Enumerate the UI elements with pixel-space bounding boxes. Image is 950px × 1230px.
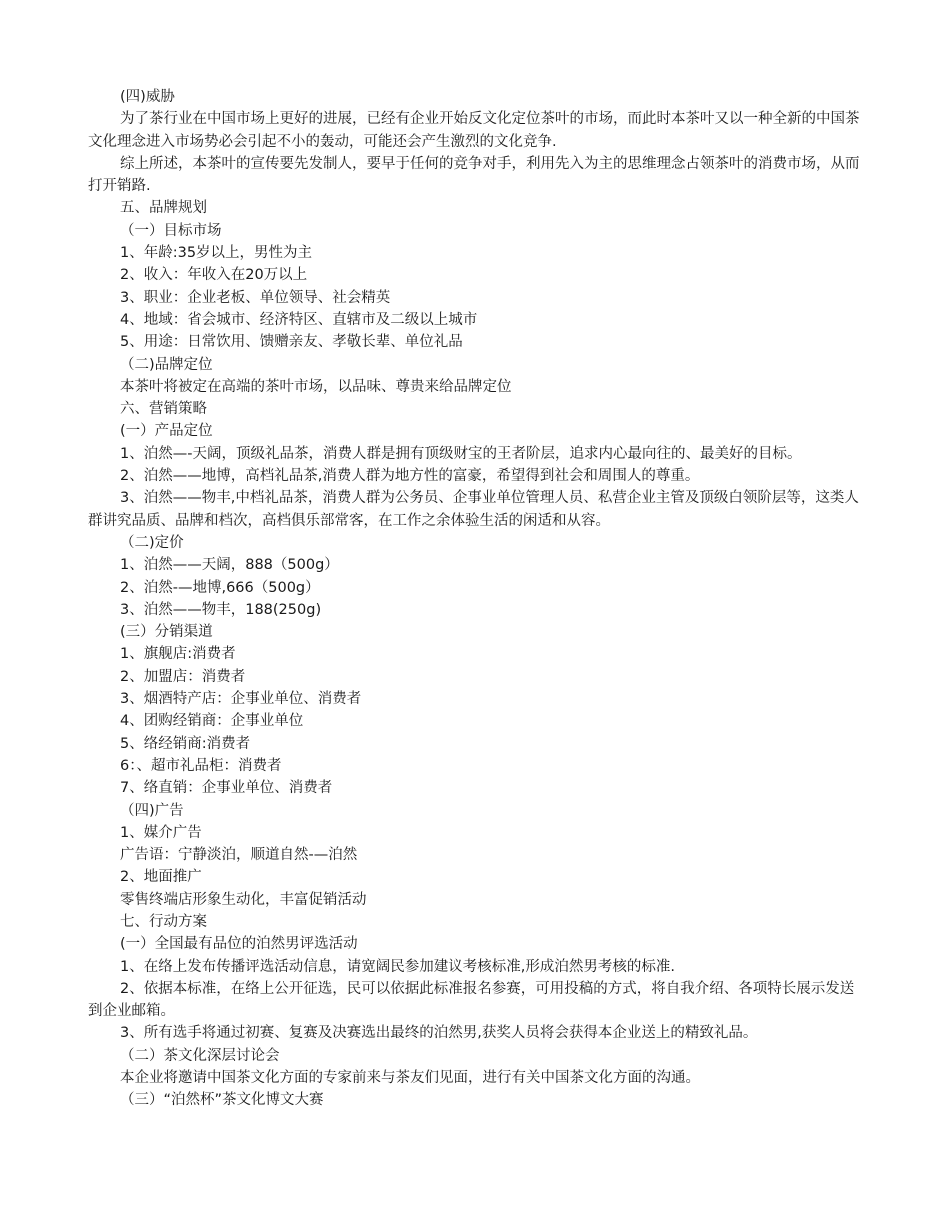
list-item: 3、所有选手将通过初赛、复赛及决赛选出最终的泊然男,获奖人员将会获得本企业送上的精致礼品。 bbox=[120, 1025, 758, 1042]
list-item: 2、依据本标准，在络上公开征选，民可以依据此标准报名参赛，可用投稿的方式，将自我介绍、各项特长展示发送到企业邮箱。 bbox=[88, 980, 855, 1020]
paragraph-summary: 综上所述，本茶叶的宣传要先发制人，要早于任何的竞争对手，利用先入为主的思维理念占领茶叶的消费市场，从而打开销路. bbox=[88, 155, 860, 195]
list-item: 1、泊然——天阔，888（500g） bbox=[120, 557, 339, 574]
list-item: 2、地面推广 bbox=[120, 869, 202, 886]
list-item: 2、泊然-—地博,666（500g） bbox=[120, 579, 320, 596]
list-item: 1、媒介广告 bbox=[120, 824, 202, 841]
heading-action-plan: 七、行动方案 bbox=[120, 913, 207, 930]
heading-threats: (四)威胁 bbox=[120, 89, 175, 105]
paragraph-brand-positioning: 本茶叶将被定在高端的茶叶市场，以品味、尊贵来给品牌定位 bbox=[120, 378, 512, 395]
heading-marketing-strategy: 六、营销策略 bbox=[120, 401, 207, 418]
paragraph-threats-body: 为了茶行业在中国市场上更好的进展，已经有企业开始反文化定位茶叶的市场，而此时本茶叶又以一种全新的中国茶文化理念进入市场势必会引起不小的轰动，可能还会产生激烈的文化竞争. bbox=[88, 111, 860, 150]
paragraph-tea-seminar: 本企业将邀请中国茶文化方面的专家前来与茶友们见面，进行有关中国茶文化方面的沟通。 bbox=[120, 1070, 700, 1087]
heading-selection-event: (一）全国最有品位的泊然男评选活动 bbox=[120, 936, 358, 953]
list-item: 1、泊然—-天阔，顶级礼品茶，消费人群是拥有顶级财宝的王者阶层，追求内心最向往的、最美好的目标。 bbox=[120, 445, 802, 462]
heading-brand-planning: 五、品牌规划 bbox=[120, 200, 207, 217]
list-item: 6：、超市礼品柜：消费者 bbox=[120, 757, 282, 774]
heading-product-positioning: (一）产品定位 bbox=[120, 423, 213, 440]
heading-pricing: （二)定价 bbox=[120, 534, 184, 551]
list-item: 3、泊然——物丰,中档礼品茶，消费人群为公务员、企事业单位管理人员、私营企业主管及顶级白领阶层等，这类人群讲究品质、品牌和档次，高档俱乐部常客，在工作之余体验生活的闲适和从容。 bbox=[88, 490, 859, 529]
list-item: 3、泊然——物丰，188(250g) bbox=[120, 601, 322, 618]
list-item: 1、旗舰店:消费者 bbox=[120, 646, 236, 663]
list-item: 5、用途：日常饮用、馈赠亲友、孝敬长辈、单位礼品 bbox=[120, 334, 463, 351]
heading-blog-contest: （三）“泊然杯”茶文化博文大赛 bbox=[120, 1092, 324, 1109]
list-item: 2、收入：年收入在20万以上 bbox=[120, 267, 308, 284]
list-item: 1、在络上发布传播评选活动信息，请宽阔民参加建议考核标准,形成泊然男考核的标准. bbox=[120, 958, 675, 975]
list-item: 1、年龄:35岁以上，男性为主 bbox=[120, 245, 313, 262]
list-item: 3、烟酒特产店：企事业单位、消费者 bbox=[120, 691, 362, 708]
paragraph-ground-promotion: 零售终端店形象生动化，丰富促销活动 bbox=[120, 891, 367, 908]
heading-distribution: (三）分销渠道 bbox=[120, 624, 213, 641]
paragraph-slogan: 广告语：宁静淡泊，顺道自然-—泊然 bbox=[120, 847, 358, 864]
heading-target-market: （一）目标市场 bbox=[120, 222, 222, 239]
document-page bbox=[88, 86, 863, 1112]
list-item: 4、团购经销商：企事业单位 bbox=[120, 713, 304, 730]
list-item: 4、地域：省会城市、经济特区、直辖市及二级以上城市 bbox=[120, 311, 478, 328]
list-item: 5、络经销商:消费者 bbox=[120, 735, 251, 752]
heading-advertising: （四)广告 bbox=[120, 802, 184, 819]
list-item: 2、加盟店：消费者 bbox=[120, 668, 246, 685]
list-item: 2、泊然——地博，高档礼品茶,消费人群为地方性的富豪，希望得到社会和周围人的尊重。 bbox=[120, 468, 700, 485]
list-item: 7、络直销：企事业单位、消费者 bbox=[120, 780, 333, 797]
heading-tea-seminar: （二）茶文化深层讨论会 bbox=[120, 1047, 280, 1064]
list-item: 3、职业：企业老板、单位领导、社会精英 bbox=[120, 289, 391, 306]
heading-brand-positioning: （二)品牌定位 bbox=[120, 356, 213, 373]
